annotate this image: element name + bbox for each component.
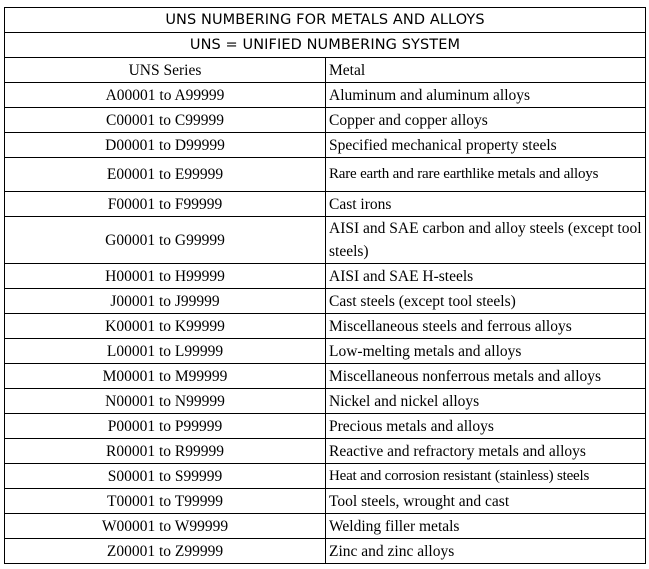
table-row <box>5 389 646 414</box>
metal-cell: Nickel and nickel alloys <box>326 389 646 414</box>
column-header-row <box>5 58 646 83</box>
table-row <box>5 264 646 289</box>
metal-cell: Reactive and refractory metals and alloys <box>326 439 646 464</box>
uns-series-cell: C00001 to C99999 <box>5 108 326 133</box>
table-row <box>5 539 646 564</box>
table-row <box>5 133 646 158</box>
uns-table <box>4 7 646 564</box>
uns-series-cell: H00001 to H99999 <box>5 264 326 289</box>
metal-cell: Rare earth and rare earthlike metals and alloys <box>326 158 646 192</box>
table-row <box>5 414 646 439</box>
table-row <box>5 108 646 133</box>
uns-series-cell: S00001 to S99999 <box>5 464 326 489</box>
metal-cell: Cast steels (except tool steels) <box>326 289 646 314</box>
uns-series-cell: M00001 to M99999 <box>5 364 326 389</box>
metal-cell: Tool steels, wrought and cast <box>326 489 646 514</box>
table-row <box>5 489 646 514</box>
uns-series-cell: G00001 to G99999 <box>5 217 326 264</box>
column-header-metal: Metal <box>326 58 646 83</box>
uns-series-cell: A00001 to A99999 <box>5 83 326 108</box>
table-row <box>5 364 646 389</box>
metal-cell: AISI and SAE carbon and alloy steels (except tool steels) <box>326 217 646 264</box>
metal-cell: Specified mechanical property steels <box>326 133 646 158</box>
uns-series-cell: F00001 to F99999 <box>5 192 326 217</box>
uns-series-cell: P00001 to P99999 <box>5 414 326 439</box>
uns-series-cell: Z00001 to Z99999 <box>5 539 326 564</box>
uns-series-cell: R00001 to R99999 <box>5 439 326 464</box>
metal-cell: Miscellaneous steels and ferrous alloys <box>326 314 646 339</box>
uns-series-cell: J00001 to J99999 <box>5 289 326 314</box>
metal-cell: AISI and SAE H-steels <box>326 264 646 289</box>
metal-cell: Aluminum and aluminum alloys <box>326 83 646 108</box>
table-title: UNS NUMBERING FOR METALS AND ALLOYS <box>5 8 646 33</box>
metal-cell: Cast irons <box>326 192 646 217</box>
uns-series-cell: D00001 to D99999 <box>5 133 326 158</box>
table-row <box>5 339 646 364</box>
table-row <box>5 192 646 217</box>
subtitle-row <box>5 33 646 58</box>
table-row <box>5 217 646 264</box>
table-row <box>5 158 646 192</box>
table-row <box>5 464 646 489</box>
uns-series-cell: T00001 to T99999 <box>5 489 326 514</box>
metal-cell: Precious metals and alloys <box>326 414 646 439</box>
table-row <box>5 314 646 339</box>
table-row <box>5 439 646 464</box>
uns-series-cell: W00001 to W99999 <box>5 514 326 539</box>
uns-series-cell: L00001 to L99999 <box>5 339 326 364</box>
metal-cell: Welding filler metals <box>326 514 646 539</box>
metal-cell: Heat and corrosion resistant (stainless) steels <box>326 464 646 489</box>
table-row <box>5 289 646 314</box>
table-subtitle: UNS = UNIFIED NUMBERING SYSTEM <box>5 33 646 58</box>
metal-cell: Zinc and zinc alloys <box>326 539 646 564</box>
metal-cell: Miscellaneous nonferrous metals and alloys <box>326 364 646 389</box>
metal-cell: Copper and copper alloys <box>326 108 646 133</box>
title-row <box>5 8 646 33</box>
metal-cell: Low-melting metals and alloys <box>326 339 646 364</box>
column-header-uns-series: UNS Series <box>5 58 326 83</box>
table-row <box>5 83 646 108</box>
uns-series-cell: K00001 to K99999 <box>5 314 326 339</box>
uns-series-cell: N00001 to N99999 <box>5 389 326 414</box>
table-row <box>5 514 646 539</box>
uns-series-cell: E00001 to E99999 <box>5 158 326 192</box>
